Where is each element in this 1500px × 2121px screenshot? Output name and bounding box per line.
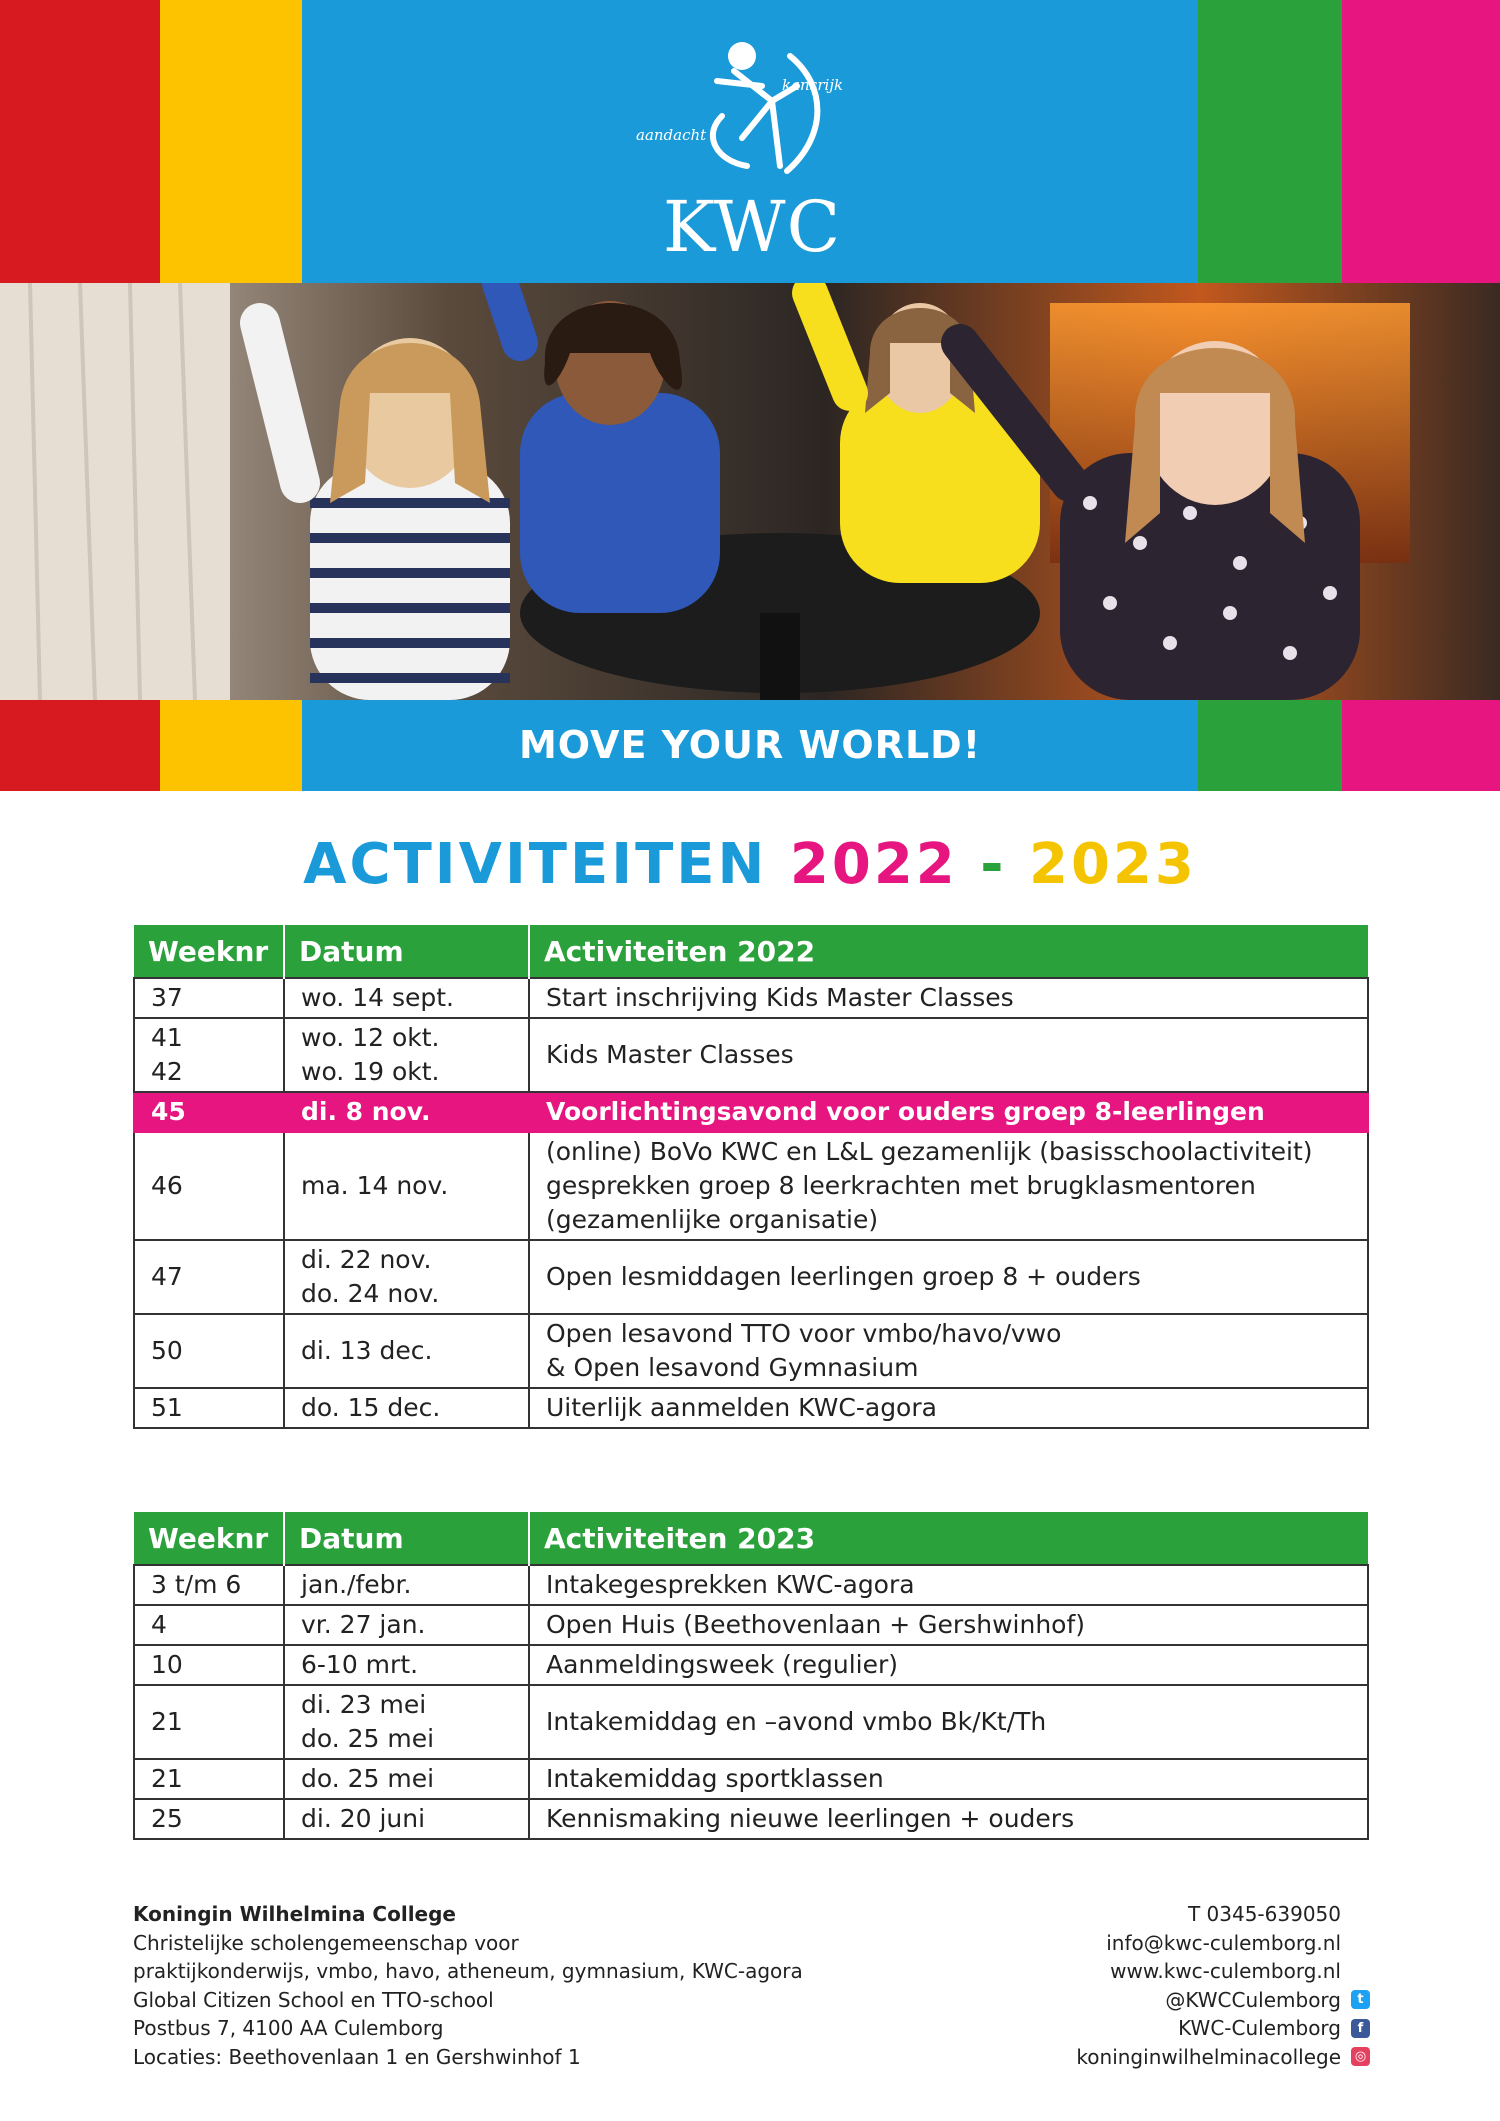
facebook-row — [1076, 2014, 1370, 2043]
cell-weeknr: 21 — [134, 1759, 284, 1799]
footer-address — [133, 1900, 803, 2071]
header-weeknr: Weeknr — [134, 1512, 284, 1565]
table-header-row — [134, 1512, 1368, 1565]
cell-activiteit: Open lesmiddagen leerlingen groep 8 + ouders — [529, 1240, 1368, 1314]
logo-text: KWC — [662, 186, 842, 268]
cell-activiteit: (online) BoVo KWC en L&L gezamenlijk (basisschoolactiviteit) gesprekken groep 8 leerkrachten met brugklasmentoren (gezamenlijke organisatie) — [529, 1132, 1368, 1240]
instagram-row — [1076, 2043, 1370, 2072]
school-name: Koningin Wilhelmina College — [133, 1902, 456, 1926]
cell-weeknr: 37 — [134, 978, 284, 1018]
footer-line: praktijkonderwijs, vmbo, havo, atheneum, gymnasium, KWC-agora — [133, 1959, 803, 1983]
cell-datum: vr. 27 jan. — [284, 1605, 529, 1645]
cell-activiteit: Kids Master Classes — [529, 1018, 1368, 1092]
cell-weeknr: 47 — [134, 1240, 284, 1314]
phone-row — [1076, 1900, 1370, 1929]
slogan: MOVE YOUR WORLD! — [518, 723, 982, 767]
cell-activiteit: Intakemiddag en –avond vmbo Bk/Kt/Th — [529, 1685, 1368, 1759]
activities-table-2023 — [133, 1512, 1369, 1840]
cell-datum: ma. 14 nov. — [284, 1132, 529, 1240]
footer-line: Global Citizen School en TTO-school — [133, 1987, 494, 2012]
twitter-handle[interactable]: @KWCCulemborg — [1165, 1987, 1341, 2012]
cell-datum: di. 8 nov. — [284, 1092, 529, 1132]
tagline-right: kansrijk — [782, 76, 844, 94]
table-row — [134, 1314, 1368, 1388]
cell-datum: di. 13 dec. — [284, 1314, 529, 1388]
header-weeknr: Weeknr — [134, 925, 284, 978]
table-row — [134, 1685, 1368, 1759]
stripe-green — [1198, 700, 1342, 791]
title-dash: - — [980, 832, 1007, 897]
stripe-pink — [1342, 0, 1500, 283]
table-row — [134, 978, 1368, 1018]
stripe-red — [0, 0, 160, 283]
cell-datum: 6-10 mrt. — [284, 1645, 529, 1685]
stripe-yellow — [160, 700, 302, 791]
page-title — [0, 832, 1500, 897]
table-row — [134, 1645, 1368, 1685]
table-row — [134, 1565, 1368, 1605]
cell-weeknr: 21 — [134, 1685, 284, 1759]
twitter-row — [1076, 1986, 1370, 2015]
cell-activiteit: Open lesavond TTO voor vmbo/havo/vwo & Open lesavond Gymnasium — [529, 1314, 1368, 1388]
stripe-yellow — [160, 0, 302, 283]
activities-table-2022 — [133, 925, 1369, 1429]
stripe-red — [0, 700, 160, 791]
cell-datum: do. 25 mei — [284, 1759, 529, 1799]
cell-datum: di. 22 nov. do. 24 nov. — [284, 1240, 529, 1314]
header-activiteiten: Activiteiten 2023 — [529, 1512, 1368, 1565]
title-year-2: 2023 — [1029, 832, 1197, 897]
title-year-1: 2022 — [789, 832, 958, 897]
table-row — [134, 1759, 1368, 1799]
header-datum: Datum — [284, 1512, 529, 1565]
cell-weeknr: 10 — [134, 1645, 284, 1685]
table-row — [134, 1605, 1368, 1645]
table-header-row — [134, 925, 1368, 978]
facebook-handle[interactable]: KWC-Culemborg — [1178, 2016, 1341, 2040]
twitter-icon[interactable]: t — [1351, 1990, 1370, 2009]
facebook-icon[interactable]: f — [1351, 2019, 1370, 2038]
footer-line: Postbus 7, 4100 AA Culemborg — [133, 2016, 444, 2040]
figure-logo-icon — [622, 26, 882, 186]
cell-weeknr: 4 — [134, 1605, 284, 1645]
cell-datum: do. 15 dec. — [284, 1388, 529, 1428]
footer-line: Christelijke scholengemeenschap voor — [133, 1930, 519, 1955]
cell-activiteit: Intakemiddag sportklassen — [529, 1759, 1368, 1799]
cell-activiteit: Uiterlijk aanmelden KWC-agora — [529, 1388, 1368, 1428]
table-row — [134, 1799, 1368, 1839]
cell-activiteit: Intakegesprekken KWC-agora — [529, 1565, 1368, 1605]
kwc-logo — [622, 26, 882, 266]
cell-datum: di. 23 mei do. 25 mei — [284, 1685, 529, 1759]
website-link[interactable]: www.kwc-culemborg.nl — [1110, 1959, 1341, 1983]
table-row — [134, 1388, 1368, 1428]
cell-datum: di. 20 juni — [284, 1799, 529, 1839]
cell-datum: wo. 14 sept. — [284, 978, 529, 1018]
instagram-icon[interactable]: ◎ — [1351, 2047, 1370, 2066]
cell-weeknr: 3 t/m 6 — [134, 1565, 284, 1605]
table-row — [134, 1018, 1368, 1092]
email-row — [1076, 1929, 1370, 1958]
cell-weeknr: 25 — [134, 1799, 284, 1839]
tagline-left: aandacht — [636, 126, 707, 144]
cell-activiteit: Voorlichtingsavond voor ouders groep 8-leerlingen — [529, 1092, 1368, 1132]
stripe-green — [1198, 0, 1342, 283]
cell-weeknr: 46 — [134, 1132, 284, 1240]
header-activiteiten: Activiteiten 2022 — [529, 925, 1368, 978]
cell-weeknr: 51 — [134, 1388, 284, 1428]
footer-contact — [1076, 1900, 1370, 2071]
cell-activiteit: Open Huis (Beethovenlaan + Gershwinhof) — [529, 1605, 1368, 1645]
footer-line: Locaties: Beethovenlaan 1 en Gershwinhof 1 — [133, 2044, 581, 2069]
table-row — [134, 1132, 1368, 1240]
cell-weeknr: 45 — [134, 1092, 284, 1132]
cell-weeknr: 50 — [134, 1314, 284, 1388]
title-main: ACTIVITEITEN — [303, 832, 768, 897]
hero-photo — [0, 283, 1500, 700]
email-link[interactable]: info@kwc-culemborg.nl — [1106, 1930, 1341, 1955]
cell-datum: jan./febr. — [284, 1565, 529, 1605]
website-row — [1076, 1957, 1370, 1986]
instagram-handle[interactable]: koninginwilhelminacollege — [1076, 2044, 1341, 2069]
cell-activiteit: Kennismaking nieuwe leerlingen + ouders — [529, 1799, 1368, 1839]
stripe-pink — [1342, 700, 1500, 791]
table-row — [134, 1240, 1368, 1314]
cell-weeknr: 41 42 — [134, 1018, 284, 1092]
cell-activiteit: Aanmeldingsweek (regulier) — [529, 1645, 1368, 1685]
phone-number: T 0345-639050 — [1187, 1902, 1341, 1926]
cell-datum: wo. 12 okt. wo. 19 okt. — [284, 1018, 529, 1092]
header-datum: Datum — [284, 925, 529, 978]
table-row — [134, 1092, 1368, 1132]
cell-activiteit: Start inschrijving Kids Master Classes — [529, 978, 1368, 1018]
